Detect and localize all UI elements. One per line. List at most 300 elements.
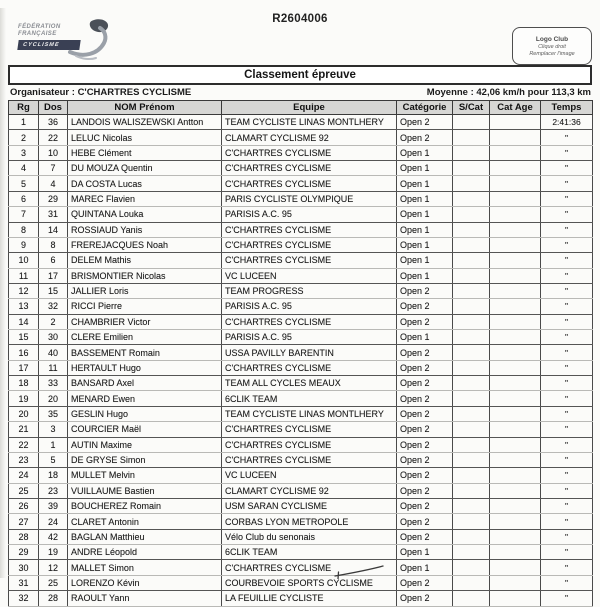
cell-rank: 21 bbox=[9, 422, 39, 437]
cell-category: Open 2 bbox=[397, 452, 453, 467]
cell-subcategory bbox=[453, 268, 490, 283]
cell-rank: 30 bbox=[9, 560, 39, 575]
cell-time: " bbox=[541, 145, 593, 160]
table-row bbox=[9, 268, 593, 283]
report-title: Classement épreuve bbox=[8, 65, 592, 85]
cell-team: 6CLIK TEAM bbox=[222, 545, 397, 560]
cell-rank: 10 bbox=[9, 253, 39, 268]
cell-name: MAREC Flavien bbox=[68, 191, 222, 206]
cell-category: Open 2 bbox=[397, 422, 453, 437]
cell-time: " bbox=[541, 130, 593, 145]
cell-team: PARISIS A.C. 95 bbox=[222, 330, 397, 345]
cell-subcategory bbox=[453, 437, 490, 452]
cell-bib: 20 bbox=[39, 391, 68, 406]
cell-name: MALLET Simon bbox=[68, 560, 222, 575]
table-row bbox=[9, 545, 593, 560]
cell-name: BASSEMENT Romain bbox=[68, 345, 222, 360]
cell-team: TEAM ALL CYCLES MEAUX bbox=[222, 376, 397, 391]
cell-time: " bbox=[541, 283, 593, 298]
cell-age-category bbox=[490, 452, 541, 467]
cell-name: LELUC Nicolas bbox=[68, 130, 222, 145]
cell-subcategory bbox=[453, 345, 490, 360]
table-row bbox=[9, 299, 593, 314]
cell-subcategory bbox=[453, 514, 490, 529]
cell-name: BOUCHEREZ Romain bbox=[68, 498, 222, 513]
table-row bbox=[9, 176, 593, 191]
cell-team: LA FEUILLIE CYCLISTE bbox=[222, 591, 397, 606]
cell-age-category bbox=[490, 314, 541, 329]
cell-bib: 6 bbox=[39, 253, 68, 268]
cell-team: TEAM CYCLISTE LINAS MONTLHERY bbox=[222, 115, 397, 130]
column-header-team: Equipe bbox=[222, 101, 397, 115]
cell-rank: 11 bbox=[9, 268, 39, 283]
cell-category: Open 1 bbox=[397, 560, 453, 575]
column-header-name: NOM Prénom bbox=[68, 101, 222, 115]
cell-team: C'CHARTRES CYCLISME bbox=[222, 437, 397, 452]
cell-name: ANDRE Léopold bbox=[68, 545, 222, 560]
cell-age-category bbox=[490, 176, 541, 191]
cell-rank: 32 bbox=[9, 591, 39, 606]
table-row bbox=[9, 514, 593, 529]
cell-bib: 35 bbox=[39, 406, 68, 421]
cell-team: C'CHARTRES CYCLISME bbox=[222, 145, 397, 160]
cell-subcategory bbox=[453, 145, 490, 160]
table-row bbox=[9, 314, 593, 329]
cell-rank: 19 bbox=[9, 391, 39, 406]
cell-age-category bbox=[490, 191, 541, 206]
results-body bbox=[9, 115, 593, 607]
cell-name: MENARD Ewen bbox=[68, 391, 222, 406]
cell-team: C'CHARTRES CYCLISME bbox=[222, 222, 397, 237]
cell-name: QUINTANA Louka bbox=[68, 207, 222, 222]
cell-time: " bbox=[541, 237, 593, 252]
document-code: R2604006 bbox=[272, 13, 328, 25]
table-row bbox=[9, 237, 593, 252]
cell-category: Open 2 bbox=[397, 299, 453, 314]
cell-bib: 2 bbox=[39, 314, 68, 329]
cell-bib: 1 bbox=[39, 437, 68, 452]
cell-subcategory bbox=[453, 560, 490, 575]
cell-time: " bbox=[541, 468, 593, 483]
cell-name: HEBE Clément bbox=[68, 145, 222, 160]
ffc-cyclisme-band: CYCLISME bbox=[17, 40, 80, 50]
cell-subcategory bbox=[453, 468, 490, 483]
table-row bbox=[9, 498, 593, 513]
cell-bib: 14 bbox=[39, 222, 68, 237]
cell-name: GESLIN Hugo bbox=[68, 406, 222, 421]
cell-team: C'CHARTRES CYCLISME bbox=[222, 360, 397, 375]
cell-subcategory bbox=[453, 360, 490, 375]
cell-rank: 12 bbox=[9, 283, 39, 298]
cell-subcategory bbox=[453, 330, 490, 345]
cell-rank: 8 bbox=[9, 222, 39, 237]
cell-time: " bbox=[541, 560, 593, 575]
cell-time: " bbox=[541, 545, 593, 560]
cell-rank: 1 bbox=[9, 115, 39, 130]
table-row bbox=[9, 360, 593, 375]
cell-rank: 2 bbox=[9, 130, 39, 145]
cell-category: Open 2 bbox=[397, 498, 453, 513]
cell-subcategory bbox=[453, 130, 490, 145]
cell-age-category bbox=[490, 145, 541, 160]
cell-category: Open 2 bbox=[397, 514, 453, 529]
cell-category: Open 2 bbox=[397, 591, 453, 606]
cell-team: C'CHARTRES CYCLISME bbox=[222, 176, 397, 191]
cell-category: Open 1 bbox=[397, 268, 453, 283]
cell-time: " bbox=[541, 452, 593, 467]
cell-time: " bbox=[541, 591, 593, 606]
cell-category: Open 2 bbox=[397, 130, 453, 145]
cell-rank: 15 bbox=[9, 330, 39, 345]
cell-rank: 16 bbox=[9, 345, 39, 360]
cell-name: VUILLAUME Bastien bbox=[68, 483, 222, 498]
cell-subcategory bbox=[453, 498, 490, 513]
cell-category: Open 2 bbox=[397, 406, 453, 421]
logo-club-hint-1: Clique droit bbox=[538, 43, 566, 50]
meta-row bbox=[8, 86, 592, 99]
table-row bbox=[9, 145, 593, 160]
cell-bib: 19 bbox=[39, 545, 68, 560]
cell-rank: 25 bbox=[9, 483, 39, 498]
cell-category: Open 1 bbox=[397, 545, 453, 560]
cell-rank: 22 bbox=[9, 437, 39, 452]
cell-bib: 10 bbox=[39, 145, 68, 160]
cell-name: DU MOUZA Quentin bbox=[68, 161, 222, 176]
cell-bib: 24 bbox=[39, 514, 68, 529]
cell-rank: 6 bbox=[9, 191, 39, 206]
cell-subcategory bbox=[453, 545, 490, 560]
cell-name: JALLIER Loris bbox=[68, 283, 222, 298]
cell-rank: 3 bbox=[9, 145, 39, 160]
cell-team: TEAM PROGRESS bbox=[222, 283, 397, 298]
cell-category: Open 2 bbox=[397, 529, 453, 544]
table-row bbox=[9, 330, 593, 345]
cell-team: USSA PAVILLY BARENTIN bbox=[222, 345, 397, 360]
table-row bbox=[9, 253, 593, 268]
column-header-subcategory: S/Cat bbox=[453, 101, 490, 115]
table-row bbox=[9, 406, 593, 421]
cell-age-category bbox=[490, 283, 541, 298]
cell-rank: 24 bbox=[9, 468, 39, 483]
average-speed-label: Moyenne : 42,06 km/h pour 113,3 km bbox=[426, 87, 591, 98]
cell-category: Open 2 bbox=[397, 437, 453, 452]
cell-rank: 27 bbox=[9, 514, 39, 529]
table-row bbox=[9, 222, 593, 237]
column-header-age-category: Cat Age bbox=[490, 101, 541, 115]
cell-bib: 12 bbox=[39, 560, 68, 575]
cell-subcategory bbox=[453, 314, 490, 329]
cell-category: Open 2 bbox=[397, 468, 453, 483]
cell-age-category bbox=[490, 560, 541, 575]
cell-time: " bbox=[541, 376, 593, 391]
cell-time: " bbox=[541, 314, 593, 329]
cell-age-category bbox=[490, 498, 541, 513]
cell-rank: 17 bbox=[9, 360, 39, 375]
cell-name: CLARET Antonin bbox=[68, 514, 222, 529]
column-header-category: Catégorie bbox=[397, 101, 453, 115]
cell-name: ROSSIAUD Yanis bbox=[68, 222, 222, 237]
cell-bib: 11 bbox=[39, 360, 68, 375]
cell-team: 6CLIK TEAM bbox=[222, 391, 397, 406]
cell-time: " bbox=[541, 360, 593, 375]
ffc-logo bbox=[18, 18, 118, 62]
cell-team: CLAMART CYCLISME 92 bbox=[222, 483, 397, 498]
cell-team: C'CHARTRES CYCLISME bbox=[222, 314, 397, 329]
cell-subcategory bbox=[453, 529, 490, 544]
cell-subcategory bbox=[453, 222, 490, 237]
cell-age-category bbox=[490, 360, 541, 375]
cell-time: " bbox=[541, 299, 593, 314]
cell-subcategory bbox=[453, 452, 490, 467]
cell-name: FREREJACQUES Noah bbox=[68, 237, 222, 252]
cell-team: TEAM CYCLISTE LINAS MONTLHERY bbox=[222, 406, 397, 421]
cell-bib: 8 bbox=[39, 237, 68, 252]
cell-rank: 13 bbox=[9, 299, 39, 314]
cell-age-category bbox=[490, 376, 541, 391]
cell-bib: 32 bbox=[39, 299, 68, 314]
cell-subcategory bbox=[453, 253, 490, 268]
cell-bib: 39 bbox=[39, 498, 68, 513]
cell-time: " bbox=[541, 529, 593, 544]
cell-rank: 7 bbox=[9, 207, 39, 222]
cell-subcategory bbox=[453, 283, 490, 298]
table-row bbox=[9, 560, 593, 575]
cell-rank: 26 bbox=[9, 498, 39, 513]
cell-age-category bbox=[490, 437, 541, 452]
cell-name: DA COSTA Lucas bbox=[68, 176, 222, 191]
cell-bib: 36 bbox=[39, 115, 68, 130]
cell-bib: 22 bbox=[39, 130, 68, 145]
cell-time: " bbox=[541, 161, 593, 176]
cell-bib: 15 bbox=[39, 283, 68, 298]
cell-age-category bbox=[490, 253, 541, 268]
cell-category: Open 2 bbox=[397, 283, 453, 298]
cell-team: COURBEVOIE SPORTS CYCLISME bbox=[222, 575, 397, 590]
cell-time: " bbox=[541, 191, 593, 206]
cell-subcategory bbox=[453, 191, 490, 206]
table-row bbox=[9, 130, 593, 145]
cell-bib: 5 bbox=[39, 452, 68, 467]
header-row bbox=[9, 101, 593, 115]
cell-time: " bbox=[541, 437, 593, 452]
cell-bib: 18 bbox=[39, 468, 68, 483]
cell-subcategory bbox=[453, 376, 490, 391]
cell-age-category bbox=[490, 468, 541, 483]
cell-age-category bbox=[490, 330, 541, 345]
ffc-federation-line2: FRANÇAISE bbox=[18, 31, 57, 37]
cell-name: LORENZO Kévin bbox=[68, 575, 222, 590]
cell-rank: 4 bbox=[9, 161, 39, 176]
ffc-swoosh-icon bbox=[66, 16, 118, 64]
cell-name: MULLET Melvin bbox=[68, 468, 222, 483]
cell-rank: 29 bbox=[9, 545, 39, 560]
cell-subcategory bbox=[453, 483, 490, 498]
cell-name: HERTAULT Hugo bbox=[68, 360, 222, 375]
table-row bbox=[9, 452, 593, 467]
cell-time: " bbox=[541, 498, 593, 513]
cell-rank: 9 bbox=[9, 237, 39, 252]
cell-name: DE GRYSE Simon bbox=[68, 452, 222, 467]
cell-age-category bbox=[490, 115, 541, 130]
cell-team: VC LUCEEN bbox=[222, 268, 397, 283]
cell-category: Open 2 bbox=[397, 483, 453, 498]
table-row bbox=[9, 207, 593, 222]
cell-subcategory bbox=[453, 207, 490, 222]
cell-time: " bbox=[541, 391, 593, 406]
cell-bib: 25 bbox=[39, 575, 68, 590]
cell-bib: 33 bbox=[39, 376, 68, 391]
cell-age-category bbox=[490, 299, 541, 314]
table-row bbox=[9, 529, 593, 544]
cell-time: " bbox=[541, 345, 593, 360]
cell-age-category bbox=[490, 591, 541, 606]
cell-team: C'CHARTRES CYCLISME bbox=[222, 253, 397, 268]
cell-team: USM SARAN CYCLISME bbox=[222, 498, 397, 513]
table-row bbox=[9, 161, 593, 176]
cell-category: Open 1 bbox=[397, 176, 453, 191]
cell-age-category bbox=[490, 345, 541, 360]
cell-rank: 31 bbox=[9, 575, 39, 590]
cell-bib: 42 bbox=[39, 529, 68, 544]
cell-time: " bbox=[541, 422, 593, 437]
cell-team: C'CHARTRES CYCLISME bbox=[222, 422, 397, 437]
cell-age-category bbox=[490, 161, 541, 176]
cell-team: C'CHARTRES CYCLISME bbox=[222, 452, 397, 467]
cell-category: Open 2 bbox=[397, 391, 453, 406]
cell-rank: 5 bbox=[9, 176, 39, 191]
cell-category: Open 2 bbox=[397, 115, 453, 130]
cell-rank: 23 bbox=[9, 452, 39, 467]
cell-age-category bbox=[490, 422, 541, 437]
cell-age-category bbox=[490, 514, 541, 529]
cell-time: 2:41:36 bbox=[541, 115, 593, 130]
cell-time: " bbox=[541, 575, 593, 590]
cell-name: CHAMBRIER Victor bbox=[68, 314, 222, 329]
cell-rank: 14 bbox=[9, 314, 39, 329]
cell-bib: 7 bbox=[39, 161, 68, 176]
cell-subcategory bbox=[453, 591, 490, 606]
table-row bbox=[9, 283, 593, 298]
cell-subcategory bbox=[453, 406, 490, 421]
column-header-bib: Dos bbox=[39, 101, 68, 115]
cell-category: Open 1 bbox=[397, 145, 453, 160]
cell-bib: 17 bbox=[39, 268, 68, 283]
cell-team: CLAMART CYCLISME 92 bbox=[222, 130, 397, 145]
cell-name: RAOULT Yann bbox=[68, 591, 222, 606]
cell-subcategory bbox=[453, 237, 490, 252]
cell-time: " bbox=[541, 222, 593, 237]
cell-name: BANSARD Axel bbox=[68, 376, 222, 391]
cell-age-category bbox=[490, 237, 541, 252]
cell-rank: 28 bbox=[9, 529, 39, 544]
cell-category: Open 1 bbox=[397, 253, 453, 268]
cell-age-category bbox=[490, 130, 541, 145]
cell-team: PARIS CYCLISTE OLYMPIQUE bbox=[222, 191, 397, 206]
cell-age-category bbox=[490, 529, 541, 544]
logo-club-title: Logo Club bbox=[535, 35, 569, 43]
table-row bbox=[9, 468, 593, 483]
cell-category: Open 2 bbox=[397, 575, 453, 590]
table-row bbox=[9, 191, 593, 206]
cell-bib: 30 bbox=[39, 330, 68, 345]
cell-time: " bbox=[541, 406, 593, 421]
cell-age-category bbox=[490, 483, 541, 498]
cell-category: Open 1 bbox=[397, 222, 453, 237]
cell-bib: 3 bbox=[39, 422, 68, 437]
cell-age-category bbox=[490, 391, 541, 406]
cell-subcategory bbox=[453, 391, 490, 406]
cell-subcategory bbox=[453, 422, 490, 437]
cell-age-category bbox=[490, 222, 541, 237]
cell-age-category bbox=[490, 406, 541, 421]
cell-age-category bbox=[490, 207, 541, 222]
ffc-federation-line1: FÉDÉRATION bbox=[18, 24, 61, 30]
cell-category: Open 1 bbox=[397, 161, 453, 176]
cell-category: Open 2 bbox=[397, 345, 453, 360]
table-row bbox=[9, 437, 593, 452]
logo-club-placeholder bbox=[512, 27, 592, 65]
table-row bbox=[9, 345, 593, 360]
cell-team: C'CHARTRES CYCLISME bbox=[222, 560, 397, 575]
cell-category: Open 2 bbox=[397, 376, 453, 391]
cell-name: BRISMONTIER Nicolas bbox=[68, 268, 222, 283]
cell-age-category bbox=[490, 268, 541, 283]
cell-category: Open 2 bbox=[397, 314, 453, 329]
cell-category: Open 1 bbox=[397, 237, 453, 252]
cell-name: COURCIER Maël bbox=[68, 422, 222, 437]
cell-team: C'CHARTRES CYCLISME bbox=[222, 237, 397, 252]
table-row bbox=[9, 391, 593, 406]
table-row bbox=[9, 422, 593, 437]
cell-team: PARISIS A.C. 95 bbox=[222, 207, 397, 222]
cell-bib: 31 bbox=[39, 207, 68, 222]
cell-category: Open 1 bbox=[397, 330, 453, 345]
cell-time: " bbox=[541, 253, 593, 268]
table-row bbox=[9, 591, 593, 606]
cell-team: Vélo Club du senonais bbox=[222, 529, 397, 544]
cell-name: CLERE Emilien bbox=[68, 330, 222, 345]
cell-subcategory bbox=[453, 115, 490, 130]
cell-name: RICCI Pierre bbox=[68, 299, 222, 314]
table-row bbox=[9, 115, 593, 130]
results-table bbox=[8, 100, 593, 607]
cell-bib: 28 bbox=[39, 591, 68, 606]
cell-time: " bbox=[541, 330, 593, 345]
cell-name: BAGLAN Matthieu bbox=[68, 529, 222, 544]
cell-bib: 4 bbox=[39, 176, 68, 191]
cell-bib: 23 bbox=[39, 483, 68, 498]
column-header-time: Temps bbox=[541, 101, 593, 115]
cell-subcategory bbox=[453, 299, 490, 314]
cell-rank: 18 bbox=[9, 376, 39, 391]
column-header-rank: Rg bbox=[9, 101, 39, 115]
cell-age-category bbox=[490, 545, 541, 560]
cell-category: Open 1 bbox=[397, 191, 453, 206]
cell-subcategory bbox=[453, 161, 490, 176]
cell-team: PARISIS A.C. 95 bbox=[222, 299, 397, 314]
cell-name: DELEM Mathis bbox=[68, 253, 222, 268]
cell-time: " bbox=[541, 514, 593, 529]
cell-time: " bbox=[541, 207, 593, 222]
cell-time: " bbox=[541, 176, 593, 191]
cell-category: Open 2 bbox=[397, 360, 453, 375]
cell-team: C'CHARTRES CYCLISME bbox=[222, 161, 397, 176]
table-row bbox=[9, 376, 593, 391]
cell-time: " bbox=[541, 483, 593, 498]
cell-bib: 40 bbox=[39, 345, 68, 360]
pen-mark bbox=[330, 560, 392, 579]
cell-category: Open 1 bbox=[397, 207, 453, 222]
